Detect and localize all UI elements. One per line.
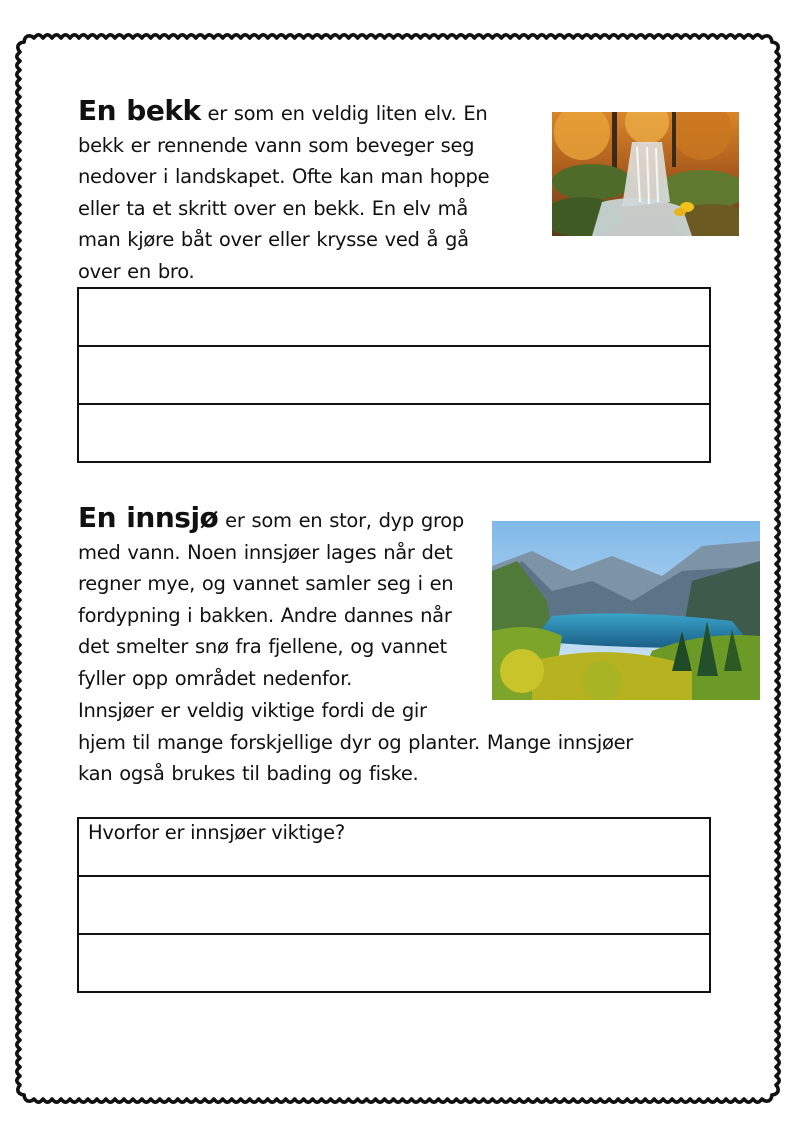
text-line: er som en stor, dyp grop (218, 509, 464, 532)
answer-line[interactable] (79, 405, 709, 461)
text-line: eller ta et skritt over en bekk. En elv må (78, 196, 469, 220)
answer-line[interactable] (79, 289, 709, 347)
lake-paragraph-continued (78, 695, 718, 790)
stream-paragraph (78, 95, 538, 287)
answer-line[interactable] (79, 877, 709, 935)
text-line: man kjøre båt over eller krysse ved å gå (78, 228, 469, 251)
text-line: kan også brukes til bading og fiske. (78, 762, 419, 785)
text-line: over en bro. (78, 259, 195, 283)
answer-line[interactable] (79, 347, 709, 405)
lake-paragraph (78, 502, 498, 694)
lake-answer-box (77, 817, 711, 993)
text-line: regner mye, og vannet samler seg i en (78, 572, 454, 595)
text-line: med vann. Noen innsjøer lages når det (78, 540, 453, 564)
text-line: Innsjøer er veldig viktige fordi de gir (78, 699, 427, 722)
question-line[interactable]: Hvorfor er innsjøer viktige? (79, 819, 709, 877)
text-line: fyller opp området nedenfor. (78, 666, 353, 690)
answer-line[interactable] (79, 935, 709, 991)
forest-stream-photo (552, 112, 739, 236)
text-line: hjem til mange forskjellige dyr og planter. Mange innsjøer (78, 730, 634, 754)
text-line: det smelter snø fra fjellene, og vannet (78, 635, 447, 658)
text-line: bekk er rennende vann som beveger seg (78, 133, 475, 157)
text-line: fordypning i bakken. Andre dannes når (78, 603, 452, 627)
text-line: nedover i landskapet. Ofte kan man hoppe (78, 165, 490, 188)
stream-answer-box (77, 287, 711, 463)
mountain-lake-photo (492, 521, 760, 700)
stream-heading: En bekk (78, 94, 201, 127)
text-line: er som en veldig liten elv. En (200, 102, 488, 125)
lake-heading: En innsjø (78, 501, 219, 534)
